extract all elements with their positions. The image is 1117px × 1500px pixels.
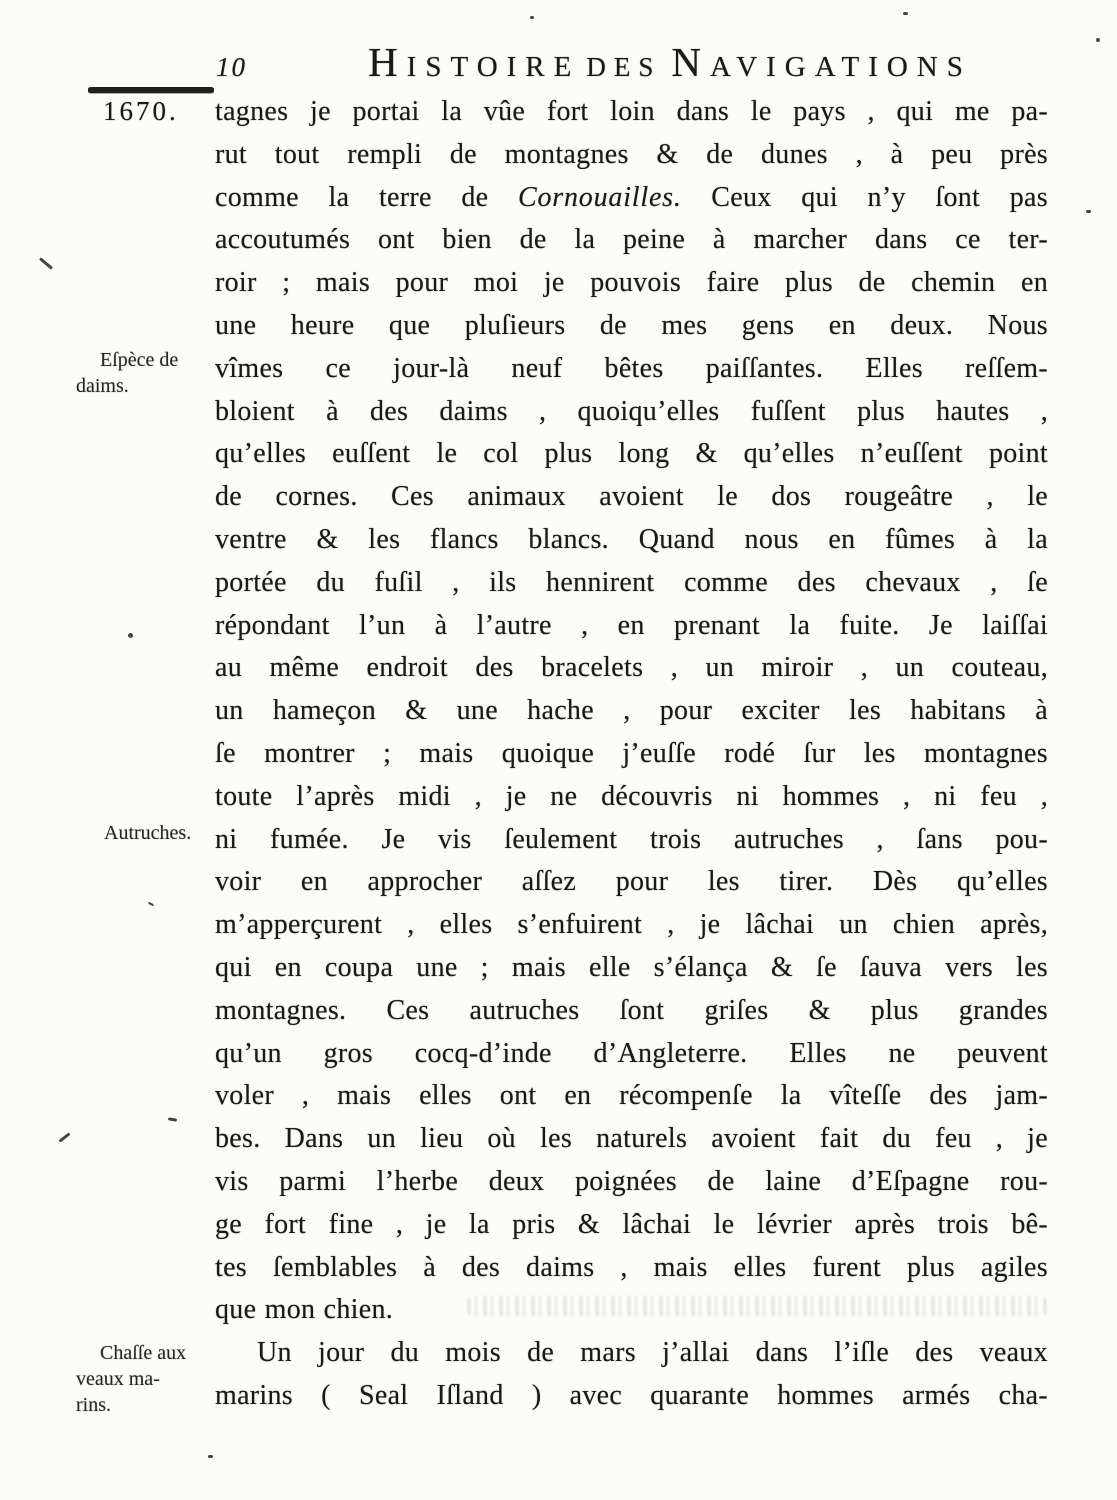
- show-through-smudge: [468, 1296, 1046, 1316]
- text-line: m’apperçurent , elles s’enfuirent , je lâchai un chien après,: [215, 909, 1048, 941]
- scan-speck: [148, 902, 154, 907]
- text-line: bes. Dans un lieu où les naturels avoient fait du feu , je: [215, 1123, 1048, 1155]
- margin-note-seal-hunt: [76, 1340, 210, 1418]
- text-line: répondant l’un à l’autre , en prenant la fuite. Je laiſſai: [215, 609, 1048, 641]
- title-initial-n: N: [671, 39, 710, 85]
- title-word-histoire: ISTOIRE: [406, 51, 581, 83]
- italic-place-name: Cornouailles.: [518, 181, 682, 213]
- scan-speck: [39, 257, 53, 270]
- text-line: montagnes. Ces autruches ſont griſes & plus grandes: [215, 994, 1048, 1026]
- text-line: voler , mais elles ont en récompenſe la vîteſſe des jam-: [215, 1080, 1048, 1112]
- text-line: vîmes ce jour-là neuf bêtes paiſſantes. Elles reſſem-: [215, 352, 1048, 384]
- text-segment: comme la terre de: [215, 181, 519, 213]
- text-line: une heure que pluſieurs de mes gens en deux. Nous: [215, 309, 1048, 341]
- text-line: ge fort fine , je la pris & lâchai le lévrier après trois bê-: [215, 1208, 1048, 1240]
- text-line: tes ſemblables à des daims , mais elles furent plus agiles: [215, 1251, 1048, 1283]
- text-line: rut tout rempli de montagnes & de dunes , à peu près: [215, 138, 1048, 170]
- text-line-paragraph-end: que mon chien.: [215, 1294, 394, 1326]
- text-line: roir ; mais pour moi je pouvois faire plus de chemin en: [215, 267, 1048, 299]
- text-line: toute l’après midi , je ne découvris ni hommes , ni feu ,: [215, 780, 1048, 812]
- text-line: qu’un gros cocq-d’inde d’Angleterre. Elles ne peuvent: [215, 1037, 1048, 1069]
- margin-year-label: 1670.: [103, 96, 179, 126]
- scan-speck: [128, 633, 133, 638]
- margin-note-line: veaux ma-: [76, 1368, 160, 1390]
- margin-note-line: daims.: [76, 375, 129, 397]
- text-line: portée du fuſil , ils hennirent comme des chevaux , ſe: [215, 566, 1048, 598]
- scan-speck: [58, 1132, 70, 1142]
- scan-speck: [903, 12, 908, 15]
- text-line: un hameçon & une hache , pour exciter les habitans à: [215, 695, 1048, 727]
- scan-speck: [168, 1117, 177, 1122]
- text-line: ni fumée. Je vis ſeulement trois autruches , ſans pou-: [215, 823, 1048, 855]
- text-line: accoutumés ont bien de la peine à marcher dans ce ter-: [215, 224, 1048, 256]
- body-text-column: [215, 91, 1048, 1418]
- text-line: voir en approcher aſſez pour les tirer. Dès qu’elles: [215, 866, 1048, 898]
- text-line: marins ( Seal Iſland ) avec quarante hommes armés cha-: [215, 1379, 1048, 1411]
- text-line: au même endroit des bracelets , un miroir , un couteau,: [215, 652, 1048, 684]
- text-line: qu’elles euſſent le col plus long & qu’elles n’euſſent point: [215, 438, 1048, 470]
- scan-speck: [208, 1455, 213, 1458]
- margin-note-ostriches: Autruches.: [104, 822, 192, 844]
- text-line: ventre & les flancs blancs. Quand nous en fûmes à la: [215, 523, 1048, 555]
- text-line: [215, 177, 1048, 220]
- margin-year-rule: [88, 87, 214, 93]
- title-initial-h: H: [368, 39, 407, 85]
- text-segment: Ceux qui n’y ſont pas: [681, 181, 1048, 213]
- scan-speck: [1086, 210, 1091, 213]
- text-line: qui en coupa une ; mais elle s’élança & ſe ſauva vers les: [215, 951, 1048, 983]
- margin-note-line: Chaſſe aux: [100, 1342, 187, 1364]
- text-line: vis parmi l’herbe deux poignées de laine d’Eſpagne rou-: [215, 1165, 1048, 1197]
- margin-note-species-of-deer: [76, 347, 210, 399]
- text-line-paragraph-start: Un jour du mois de mars j’allai dans l’iſle des veaux: [257, 1337, 1048, 1369]
- text-line: de cornes. Ces animaux avoient le dos rougeâtre , le: [215, 481, 1048, 513]
- page-number: 10: [216, 52, 247, 82]
- margin-note-line: rins.: [76, 1394, 111, 1416]
- text-line: ſe montrer ; mais quoique j’euſſe rodé ſur les montagnes: [215, 737, 1048, 769]
- margin-note-line: Eſpèce de: [100, 349, 179, 371]
- text-line: tagnes je portai la vûe fort loin dans le pays , qui me pa-: [215, 96, 1048, 127]
- scan-speck: [1096, 38, 1100, 42]
- scan-speck: [530, 16, 534, 19]
- title-word-navigations: AVIGATIONS: [710, 51, 972, 83]
- text-line: bloient à des daims , quoiqu’elles fuſſent plus hautes ,: [215, 395, 1048, 427]
- title-word-des: DES: [586, 52, 662, 82]
- running-title: [300, 38, 1040, 86]
